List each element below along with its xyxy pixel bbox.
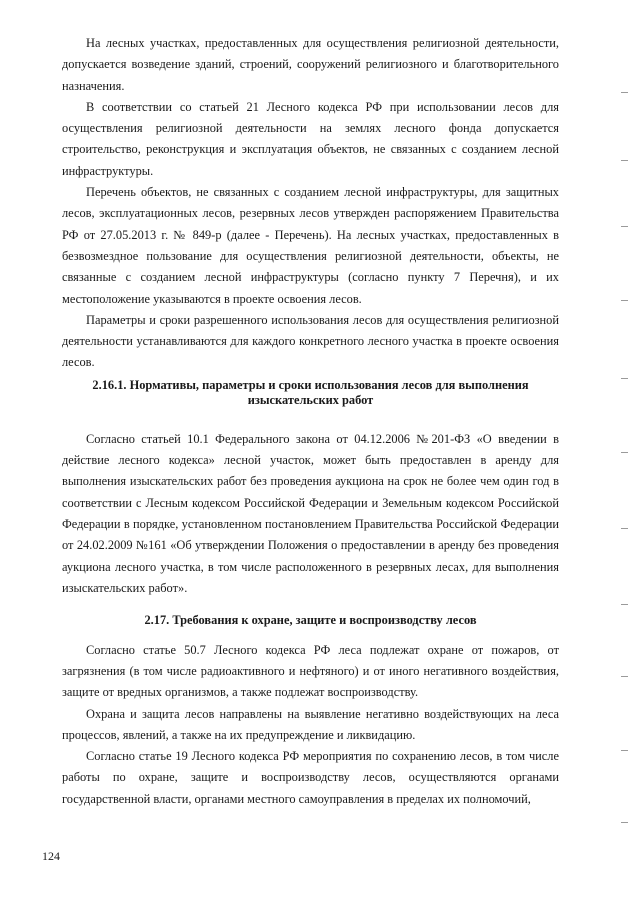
scan-edge-mark (621, 300, 628, 301)
scan-edge-mark (621, 750, 628, 751)
document-body (62, 33, 559, 810)
scan-edge-mark (621, 226, 628, 227)
paragraph-survey-works: Согласно статьей 10.1 Федерального закона от 04.12.2006 №201-ФЗ «О введении в действие лесного кодекса» лесной участок, может быть предоставлен в аренду для выполнения изыскательских работ без проведения аукциона на срок не более чем один год в соответствии с Лесным кодексом Российской Федерации и Земельным кодексом Российской Федерации в порядке, установленном постановлением Правительства Российской Федерации от 24.02.2009 №161 «Об утверждении Положения о предоставлении в аренду без проведения аукциона лесного участка, в том числе расположенного в резервных лесах, для выполнения изыскательских работ». (62, 431, 559, 595)
scan-edge-mark (621, 528, 628, 529)
scan-edge-mark (621, 604, 628, 605)
scan-edge-mark (621, 378, 628, 379)
section-heading-2-17: 2.17. Требования к охране, защите и воспроизводству лесов (144, 613, 477, 628)
page-number: 124 (42, 849, 60, 863)
paragraph-parameters: Параметры и сроки разрешенного использования лесов для осуществления религиозной деятельности устанавливаются для каждого конкретного лесного участка в проекте освоения лесов. (62, 312, 559, 370)
paragraph-object-list: Перечень объектов, не связанных с созданием лесной инфраструктуры, для защитных лесов, эксплуатационных лесов, резервных лесов утвержден распоряжением Правительства РФ от 27.05.2013 г. № 849-р (далее - Перечень). На лесных участках, предоставленных в безвозмездное пользование для осуществления религиозной деятельности, объекты, не связанные с созданием лесной инфраструктуры (согласно пункту 7 Перечня), и их местоположение указываются в проекте освоения лесов. (62, 185, 559, 306)
paragraph-religious-buildings: На лесных участках, предоставленных для осуществления религиозной деятельности, допускается возведение зданий, строений, сооружений религиозного и благотворительного назначения. (62, 36, 559, 93)
scan-edge-mark (621, 160, 628, 161)
paragraph-article-50-7: Согласно статье 50.7 Лесного кодекса РФ леса подлежат охране от пожаров, от загрязнения (в том числе радиоактивного и нефтяного) и от иного негативного воздействия, защите от вредных организмов, а также подлежат воспроизводству. (62, 642, 559, 700)
scan-edge-mark (621, 92, 628, 93)
paragraph-article-21: В соответствии со статьей 21 Лесного кодекса РФ при использовании лесов для осуществления религиозной деятельности на землях лесного фонда допускается строительство, реконструкция и эксплуатация объектов, не связанных с созданием лесной инфраструктуры. (62, 99, 559, 178)
scan-edge-mark (621, 822, 628, 823)
scan-edge-mark (621, 452, 628, 453)
section-heading-2-16-1: 2.16.1. Нормативы, параметры и сроки использования лесов для выполнения изыскательских работ (92, 377, 529, 408)
paragraph-protection-goals: Охрана и защита лесов направлены на выявление негативно воздействующих на леса процессов, явлений, а также на их предупреждение и ликвидацию. (62, 706, 559, 742)
scan-edge-mark (621, 676, 628, 677)
paragraph-article-19: Согласно статье 19 Лесного кодекса РФ мероприятия по сохранению лесов, в том числе работы по охране, защите и воспроизводству лесов, осуществляются органами государственной власти, органами местного самоуправления в пределах их полномочий, (62, 749, 559, 806)
